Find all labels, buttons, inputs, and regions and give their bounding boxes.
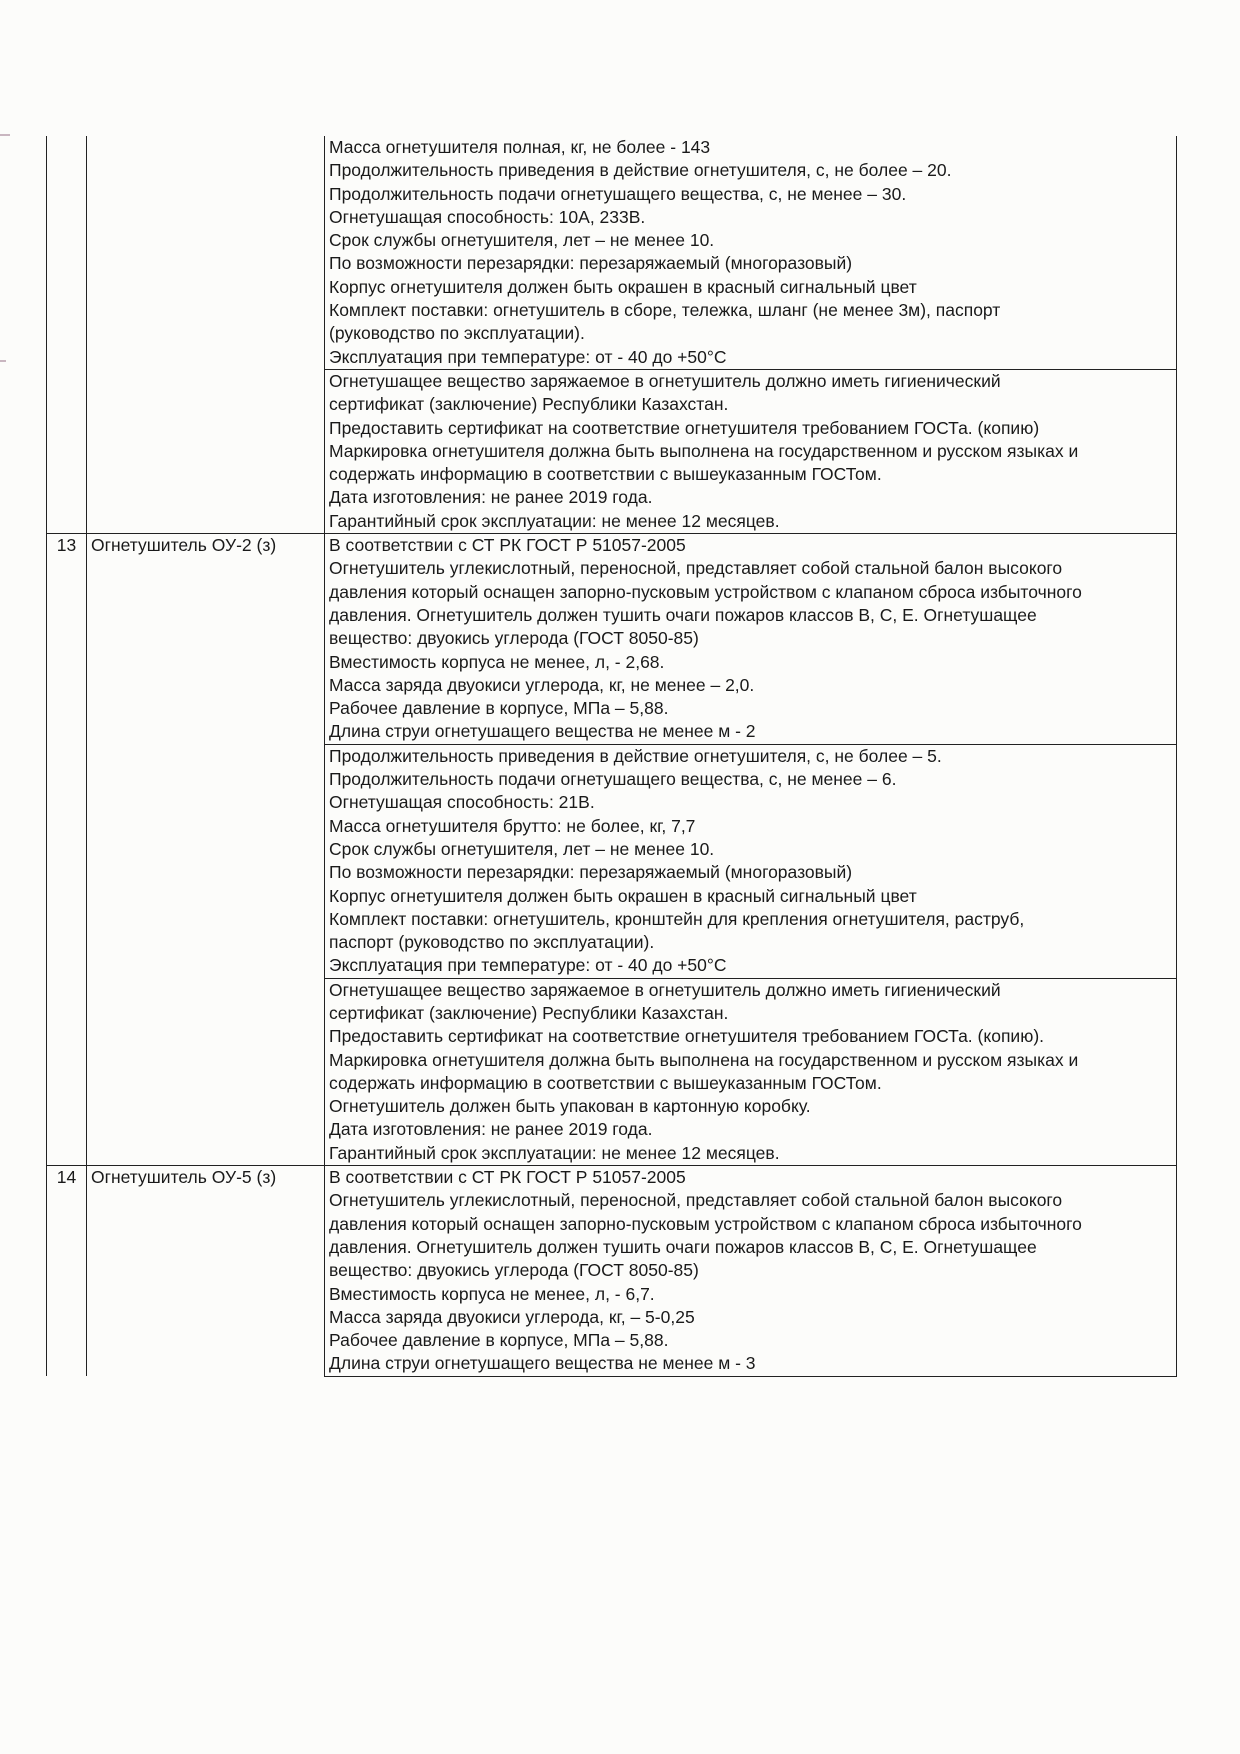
specification-line: Масса заряда двуокиси углерода, кг, не менее – 2,0.	[329, 674, 755, 695]
specification-line: Срок службы огнетушителя, лет – не менее 10.	[329, 838, 715, 859]
specification-line: Огнетушащая способность: 21В.	[329, 792, 595, 813]
specification-line: В соответствии с СТ РК ГОСТ Р 51057-2005	[329, 535, 686, 556]
specification-line: (руководство по эксплуатации).	[329, 323, 585, 344]
specification-line: Огнетушащая способность: 10А, 233В.	[329, 206, 646, 227]
specification-line: Продолжительность подачи огнетушащего вещества, с, не менее – 30.	[329, 183, 907, 204]
table-row	[47, 1166, 1177, 1377]
specification-block	[325, 978, 1177, 1165]
specification-line: давления. Огнетушитель должен тушить очаги пожаров классов В, С, Е. Огнетушащее	[329, 604, 1037, 625]
specification-line: Комплект поставки: огнетушитель, кронштейн для крепления огнетушителя, раструб,	[329, 908, 1025, 929]
specification-line: давления. Огнетушитель должен тушить очаги пожаров классов В, С, Е. Огнетушащее	[329, 1236, 1037, 1257]
item-number: 14	[47, 1166, 87, 1377]
specification-line: давления который оснащен запорно-пусковым устройством с клапаном сброса избыточного	[329, 1213, 1082, 1234]
specification-line: По возможности перезарядки: перезаряжаемый (многоразовый)	[329, 862, 853, 883]
specification-line: Продолжительность приведения в действие огнетушителя, с, не более – 5.	[329, 745, 942, 766]
specification-line: Предоставить сертификат на соответствие огнетушителя требованием ГОСТа. (копию)	[329, 417, 1040, 438]
specification-line: Корпус огнетушителя должен быть окрашен в красный сигнальный цвет	[329, 885, 917, 906]
specification-block	[325, 744, 1177, 978]
specification-line: Огнетушащее вещество заряжаемое в огнетушитель должно иметь гигиенический	[329, 370, 1001, 391]
specification-line: Вместимость корпуса не менее, л, - 2,68.	[329, 651, 665, 672]
specification-line: Гарантийный срок эксплуатации: не менее 12 месяцев.	[329, 510, 780, 531]
specification-line: Продолжительность приведения в действие огнетушителя, с, не более – 20.	[329, 160, 952, 181]
specification-line: Вместимость корпуса не менее, л, - 6,7.	[329, 1283, 655, 1304]
item-number	[47, 136, 87, 369]
specification-line: Продолжительность подачи огнетушащего вещества, с, не менее – 6.	[329, 769, 897, 790]
specification-line: вещество: двуокись углерода (ГОСТ 8050-85)	[329, 1260, 699, 1281]
table-row	[47, 534, 1177, 745]
specification-line: вещество: двуокись углерода (ГОСТ 8050-85)	[329, 628, 699, 649]
specification-line: Рабочее давление в корпусе, МПа – 5,88.	[329, 698, 669, 719]
specification-line: содержать информацию в соответствии с вышеуказанным ГОСТом.	[329, 464, 882, 485]
item-number	[47, 744, 87, 978]
margin-marks	[0, 120, 12, 380]
item-number	[47, 369, 87, 533]
specification-block	[325, 136, 1177, 369]
specification-line: Комплект поставки: огнетушитель в сборе, тележка, шланг (не менее 3м), паспорт	[329, 300, 1001, 321]
specification-line: Масса заряда двуокиси углерода, кг, – 5-0,25	[329, 1306, 695, 1327]
specification-line: Срок службы огнетушителя, лет – не менее 10.	[329, 230, 715, 251]
item-name	[87, 744, 325, 978]
specification-line: паспорт (руководство по эксплуатации).	[329, 932, 655, 953]
item-name	[87, 136, 325, 369]
specification-line: Дата изготовления: не ранее 2019 года.	[329, 487, 653, 508]
item-name: Огнетушитель ОУ-2 (з)	[87, 534, 325, 745]
item-name: Огнетушитель ОУ-5 (з)	[87, 1166, 325, 1377]
table-row	[47, 978, 1177, 1165]
specification-line: Масса огнетушителя полная, кг, не более - 143	[329, 137, 711, 157]
table-row	[47, 136, 1177, 369]
specification-line: Эксплуатация при температуре: от - 40 до +50°С	[329, 955, 727, 976]
specification-table	[46, 136, 1177, 1377]
specification-line: сертификат (заключение) Республики Казахстан.	[329, 1002, 729, 1023]
specification-block	[325, 369, 1177, 533]
item-number: 13	[47, 534, 87, 745]
specification-block	[325, 1166, 1177, 1377]
specification-line: Огнетушитель углекислотный, переносной, представляет собой стальной балон высокого	[329, 558, 1063, 579]
specification-line: сертификат (заключение) Республики Казахстан.	[329, 394, 729, 415]
specification-block	[325, 534, 1177, 745]
specification-line: Дата изготовления: не ранее 2019 года.	[329, 1119, 653, 1140]
specification-line: Предоставить сертификат на соответствие огнетушителя требованием ГОСТа. (копию).	[329, 1026, 1045, 1047]
specification-line: Маркировка огнетушителя должна быть выполнена на государственном и русском языках и	[329, 1049, 1079, 1070]
specification-table-body	[47, 136, 1177, 1376]
specification-line: Огнетушащее вещество заряжаемое в огнетушитель должно иметь гигиенический	[329, 979, 1001, 1000]
specification-line: Корпус огнетушителя должен быть окрашен в красный сигнальный цвет	[329, 276, 917, 297]
specification-line: Длина струи огнетушащего вещества не менее м - 2	[329, 721, 756, 742]
specification-line: Маркировка огнетушителя должна быть выполнена на государственном и русском языках и	[329, 440, 1079, 461]
specification-line: Эксплуатация при температуре: от - 40 до +50°С	[329, 346, 727, 367]
specification-line: В соответствии с СТ РК ГОСТ Р 51057-2005	[329, 1167, 686, 1188]
specification-line: Масса огнетушителя брутто: не более, кг, 7,7	[329, 815, 696, 836]
specification-line: По возможности перезарядки: перезаряжаемый (многоразовый)	[329, 253, 853, 274]
specification-line: Длина струи огнетушащего вещества не менее м - 3	[329, 1353, 756, 1374]
item-number	[47, 978, 87, 1165]
table-row	[47, 369, 1177, 533]
item-name	[87, 369, 325, 533]
specification-line: Рабочее давление в корпусе, МПа – 5,88.	[329, 1330, 669, 1351]
specification-line: Огнетушитель должен быть упакован в картонную коробку.	[329, 1096, 811, 1117]
specification-line: давления который оснащен запорно-пусковым устройством с клапаном сброса избыточного	[329, 581, 1082, 602]
specification-line: Огнетушитель углекислотный, переносной, представляет собой стальной балон высокого	[329, 1190, 1063, 1211]
table-row	[47, 744, 1177, 978]
specification-line: содержать информацию в соответствии с вышеуказанным ГОСТом.	[329, 1072, 882, 1093]
item-name	[87, 978, 325, 1165]
specification-line: Гарантийный срок эксплуатации: не менее 12 месяцев.	[329, 1142, 780, 1163]
